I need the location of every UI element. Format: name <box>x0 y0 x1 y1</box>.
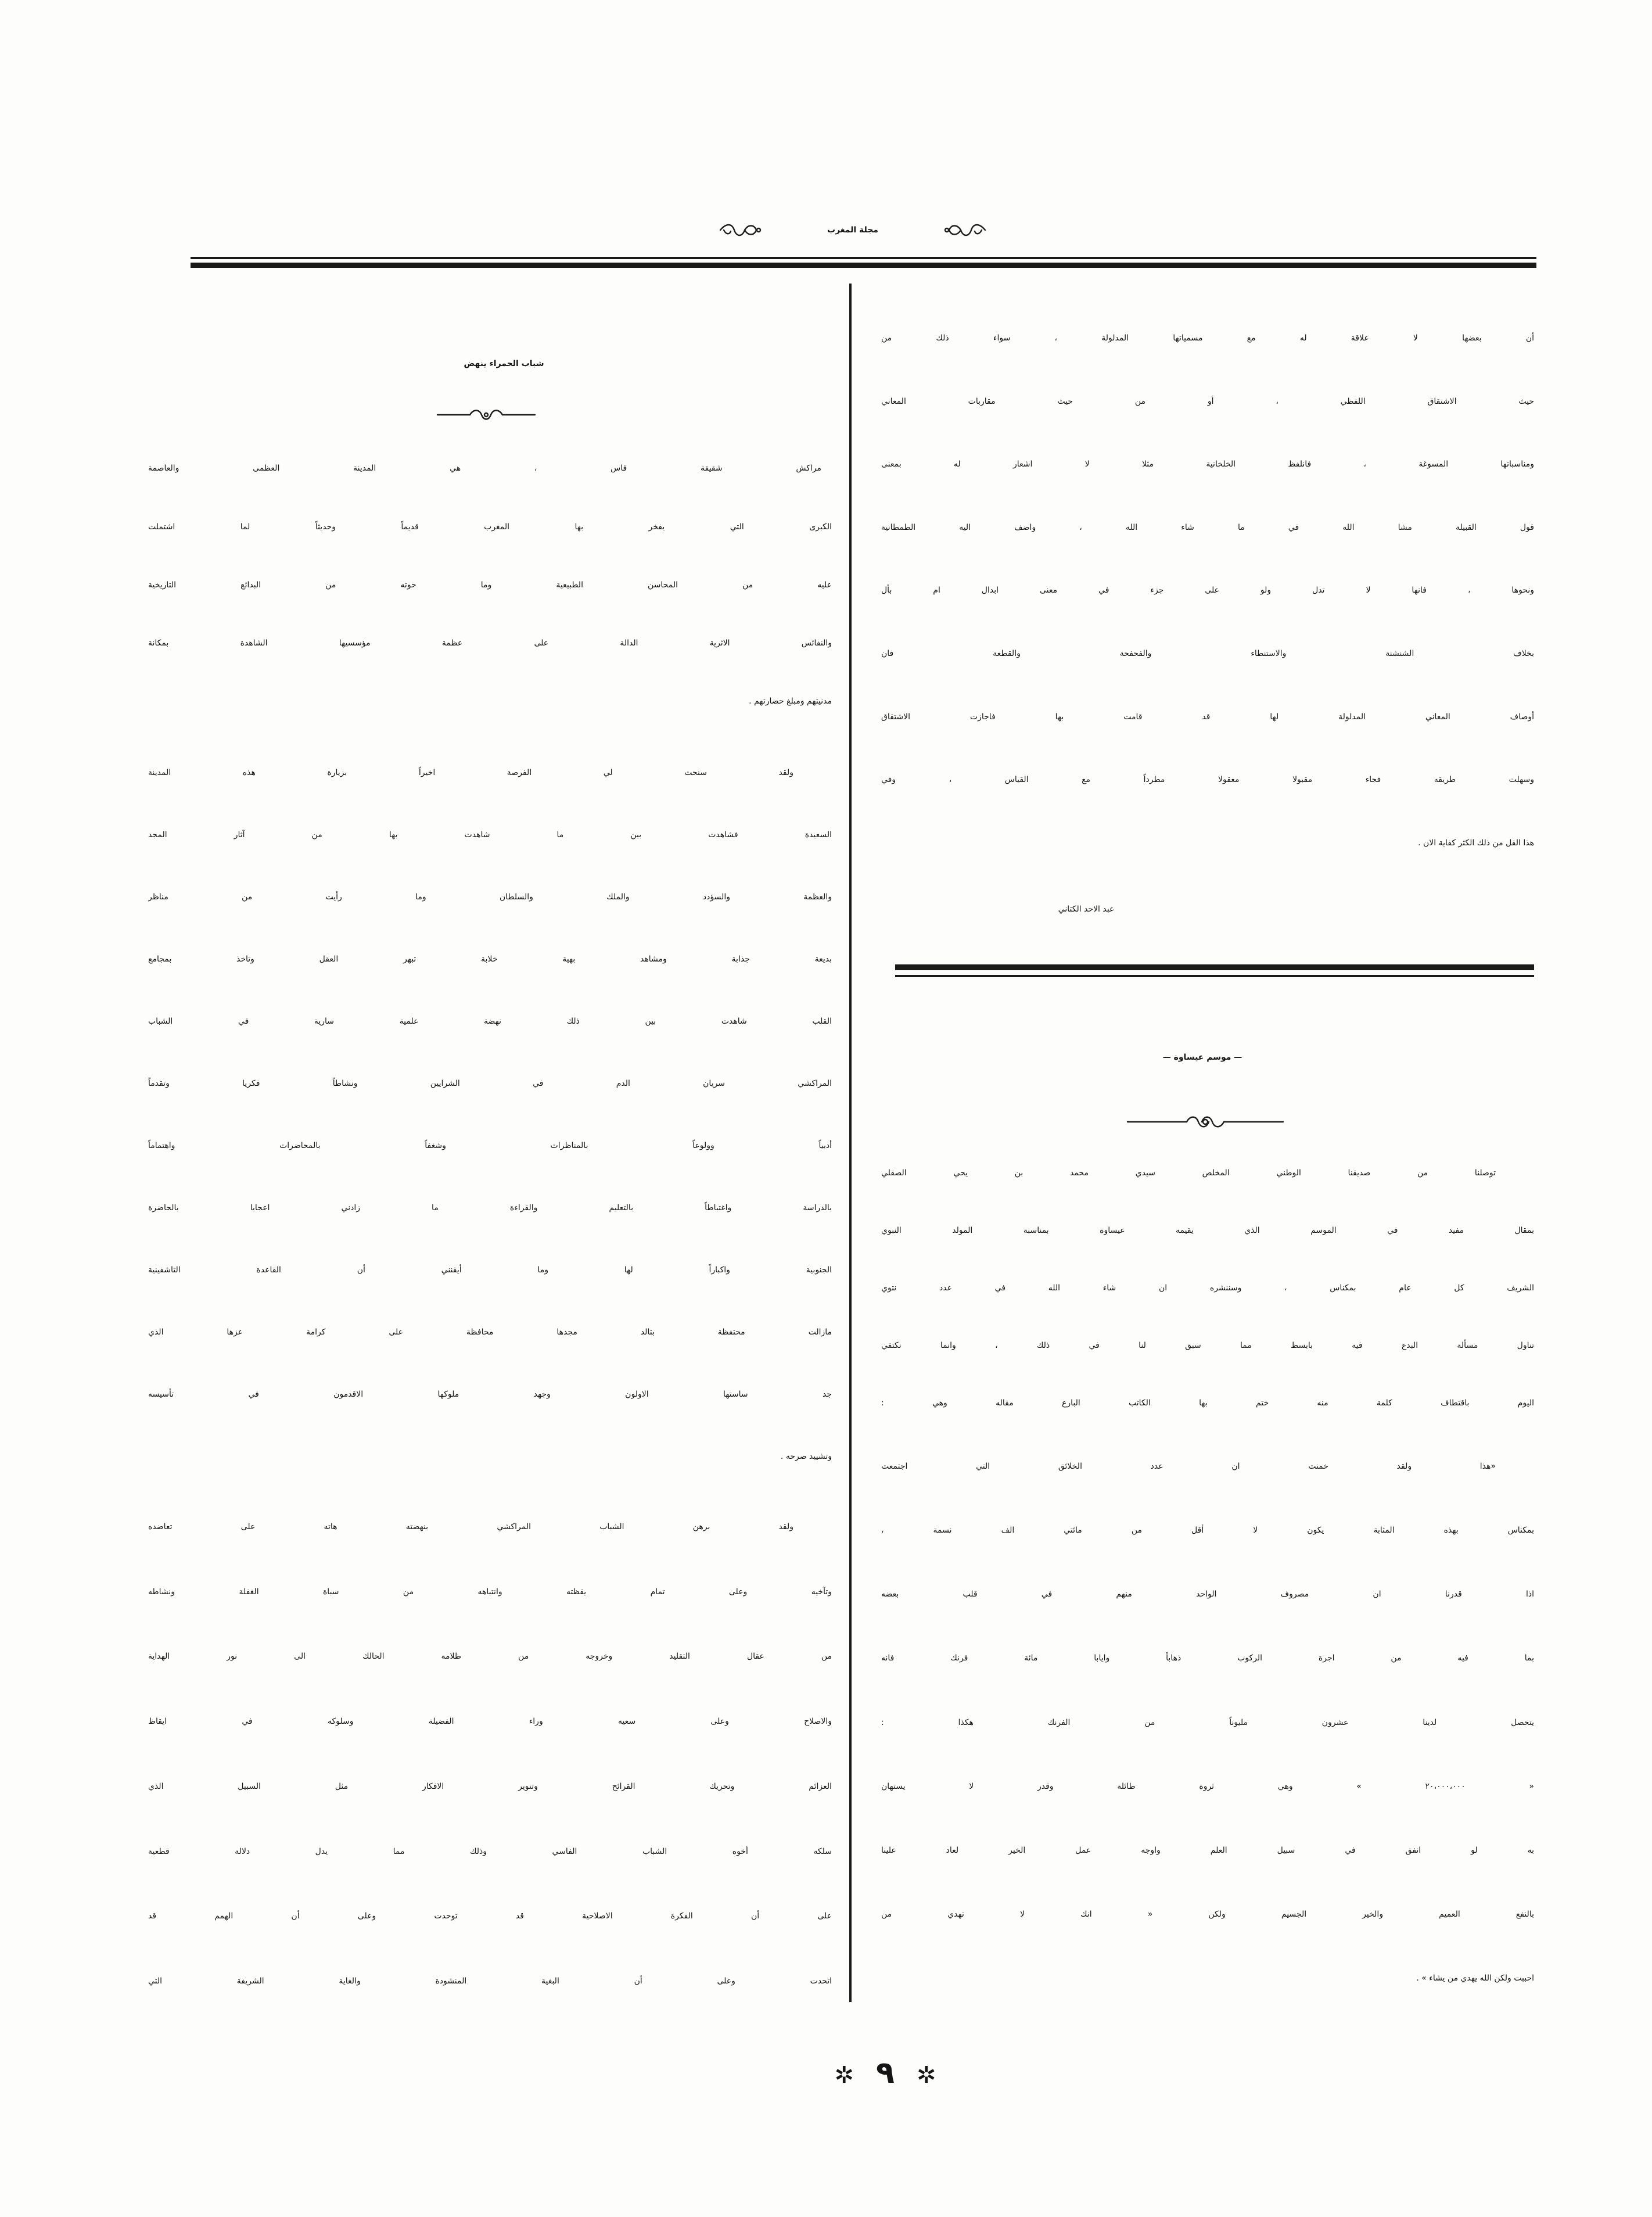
text-line: من عقال التقليد وخروجه من ظلامه الحالك الى نور الهداية <box>148 1652 832 1661</box>
column-divider <box>849 284 852 2002</box>
article-title: شباب الحمراء ينهض <box>464 359 544 368</box>
text-line: الجنوبية واكباراً لها وما أيقنني أن القاعدة التاشفينية <box>148 1265 832 1275</box>
text-line: والعظمة والسؤدد والملك والسلطان وما رأيت من مناظر <box>148 892 832 902</box>
section-rule-thick <box>895 964 1534 970</box>
text-line: بديعة جذابة ومشاهد بهية خلابة تبهر العقل وتاخذ بمجامع <box>148 955 832 964</box>
magazine-title: مجلة المغرب <box>827 225 878 235</box>
text-line: مراكش شقيقة فاس ، هي المدينة العظمى والعاصمة <box>148 464 821 473</box>
intro-line: تناول مسألة البدع فيه بابسط مما سبق لنا في ذلك ، وانما نكتفي <box>881 1341 1534 1350</box>
text-line: والنفائس الاثرية الدالة على عظمة مؤسسيها الشاهدة بمكانة <box>148 638 832 648</box>
text-line: احببت ولكن الله يهدي من يشاء » . <box>1416 1974 1534 1983</box>
text-line: يتحصل لدينا عشرون مليوناً من الفرنك هكذا : <box>881 1718 1534 1727</box>
text-line: والاصلاح وعلى سعيه وراء الفضيلة وسلوكه في ايقاظ <box>148 1717 832 1726</box>
text-line: قول القبيلة مشا الله في ما شاء الله ، واضف اليه الطمطانية <box>881 523 1534 532</box>
text-line: أن بعضها لا علاقة له مع مسمياتها المدلولة ، سواء ذلك من <box>881 333 1534 343</box>
text-line: وسهلت طريقه فجاء مقبولا معقولا مطرداً مع القياس ، وفي <box>881 775 1534 784</box>
text-line: به لو انفق في سبيل العلم واوجه عمل الخير لعاد علينا <box>881 1846 1534 1855</box>
text-line: اذا قدرنا ان مصروف الواحد منهم في قلب بعضه <box>881 1590 1534 1599</box>
header-rule-thin <box>191 257 1536 259</box>
page-number: ٩ <box>876 2055 895 2090</box>
text-line: عليه من المحاسن الطبيعية وما حوته من البدائع التاريخية <box>148 580 832 590</box>
author-signature: عبد الاحد الكتاني <box>1058 905 1115 914</box>
text-line: بخلاف الشنشنة والاستنطاء والفحفحة والقطعة فان <box>881 649 1534 658</box>
text-line: المراكشي سريان الدم في الشرايين ونشاطاً فكريا وتقدماً <box>148 1079 832 1088</box>
intro-line: اليوم باقتطاف كلمة منه ختم بها الكاتب البارع مقاله وهي : <box>881 1398 1534 1408</box>
text-line: اتحدت وعلى أن البغية المنشودة والغاية الشريفة التي <box>148 1976 832 1986</box>
text-line: جد ساستها الاولون وجهد ملوكها الاقدمون في تأسيسه <box>148 1390 832 1399</box>
text-line: أدبياً وولوعاً بالمناظرات وشغفاً بالمحاضرات واهتماماً <box>148 1141 832 1150</box>
text-line: أوصاف المعاني المدلولة لها قد قامت بها فاجازت الاشتقاق <box>881 712 1534 722</box>
text-line: هذا القل من ذلك الكثر كفاية الان . <box>1418 838 1534 848</box>
ornament-flourish-icon <box>718 218 762 242</box>
page-footer <box>798 2051 972 2095</box>
text-line: سلكه أخوه الشباب الفاسي وذلك مما يدل دلالة قطعية <box>148 1847 832 1856</box>
text-line: وتشييد صرحه . <box>780 1452 832 1461</box>
text-line: ونحوها ، فانها لا تدل ولو على جزء في معنى ابدال ام بأل <box>881 586 1534 595</box>
intro-line: بمقال مفيد في الموسم الذي يقيمه عيساوة بمناسبة المولد النبوي <box>881 1226 1534 1235</box>
intro-line: الشريف كل عام بمكناس ، وسننشره ان شاء الله في عدد نتوي <box>881 1283 1534 1293</box>
section-rule-thin <box>895 975 1534 977</box>
text-line: بمكناس بهذه المثابة يكون لا أقل من مائتي الف نسمة ، <box>881 1526 1534 1535</box>
ornament-flourish-icon <box>434 407 538 423</box>
text-line: العزائم وتحريك القرائح وتنوير الافكار مثل السبيل الذي <box>148 1782 832 1791</box>
star-icon: ✲ <box>834 2062 854 2089</box>
ornament-flourish-icon <box>1124 1112 1287 1132</box>
text-line: مازالت محتفظة بتالد مجدها محافظة على كرامة عزها الذي <box>148 1328 832 1337</box>
text-line: حيث الاشتقاق اللفظي ، أو من حيث مقاربات المعاني <box>881 397 1534 406</box>
text-line: ومناسباتها المسوغة ، فانلفظ الخلخانية مثلا لا اشعار له بمعنى <box>881 460 1534 469</box>
text-line: القلب شاهدت بين ذلك نهضة علمية سارية في الشباب <box>148 1017 832 1026</box>
star-icon: ✲ <box>916 2062 936 2089</box>
text-line: « ٢٠،٠٠٠،٠٠٠ » وهي ثروة طائلة وقدر لا يستهان <box>881 1782 1534 1791</box>
text-line: الكبرى التي يفخر بها المغرب قديماً وحديثاً لما اشتملت <box>148 522 832 532</box>
text-line: ولقد برهن الشباب المراكشي بنهضته هاته على تعاضده <box>148 1522 793 1531</box>
text-line: على أن الفكرة الاصلاحية قد توحدت وعلى أن الهمم قد <box>148 1911 832 1921</box>
intro-line: توصلنا من صديقنا الوطني المخلص سيدي محمد بن يحي الصقلي <box>881 1168 1496 1178</box>
text-line: ولقد سنحت لي الفرصة اخيراً بزيارة هذه المدينة <box>148 768 793 777</box>
text-line: بالدراسة واغتباطاً بالتعليم والقراءة ما زادني اعجابا بالحاضرة <box>148 1203 832 1212</box>
article-title: — موسم عيساوة — <box>1162 1053 1242 1062</box>
text-line: بما فيه من اجرة الركوب ذهاباً وايابا مائة فرنك فانه <box>881 1653 1534 1663</box>
text-line: وتآخيه وعلى تمام يقظته وانتباهه من سباة الغفلة ونشاطه <box>148 1587 832 1597</box>
text-line: «هذا ولقد خمنت ان عدد الخلائق التي اجتمعت <box>881 1462 1496 1471</box>
ornament-flourish-icon <box>943 218 987 242</box>
header-rule-thick <box>191 263 1536 268</box>
text-line: مدنيتهم ومبلغ حضارتهم . <box>749 697 832 706</box>
text-line: السعيدة فشاهدت بين ما شاهدت بها من آثار المجد <box>148 830 832 840</box>
text-line: بالنفع العميم والخير الجسيم ولكن « انك لا تهدي من <box>881 1910 1534 1919</box>
